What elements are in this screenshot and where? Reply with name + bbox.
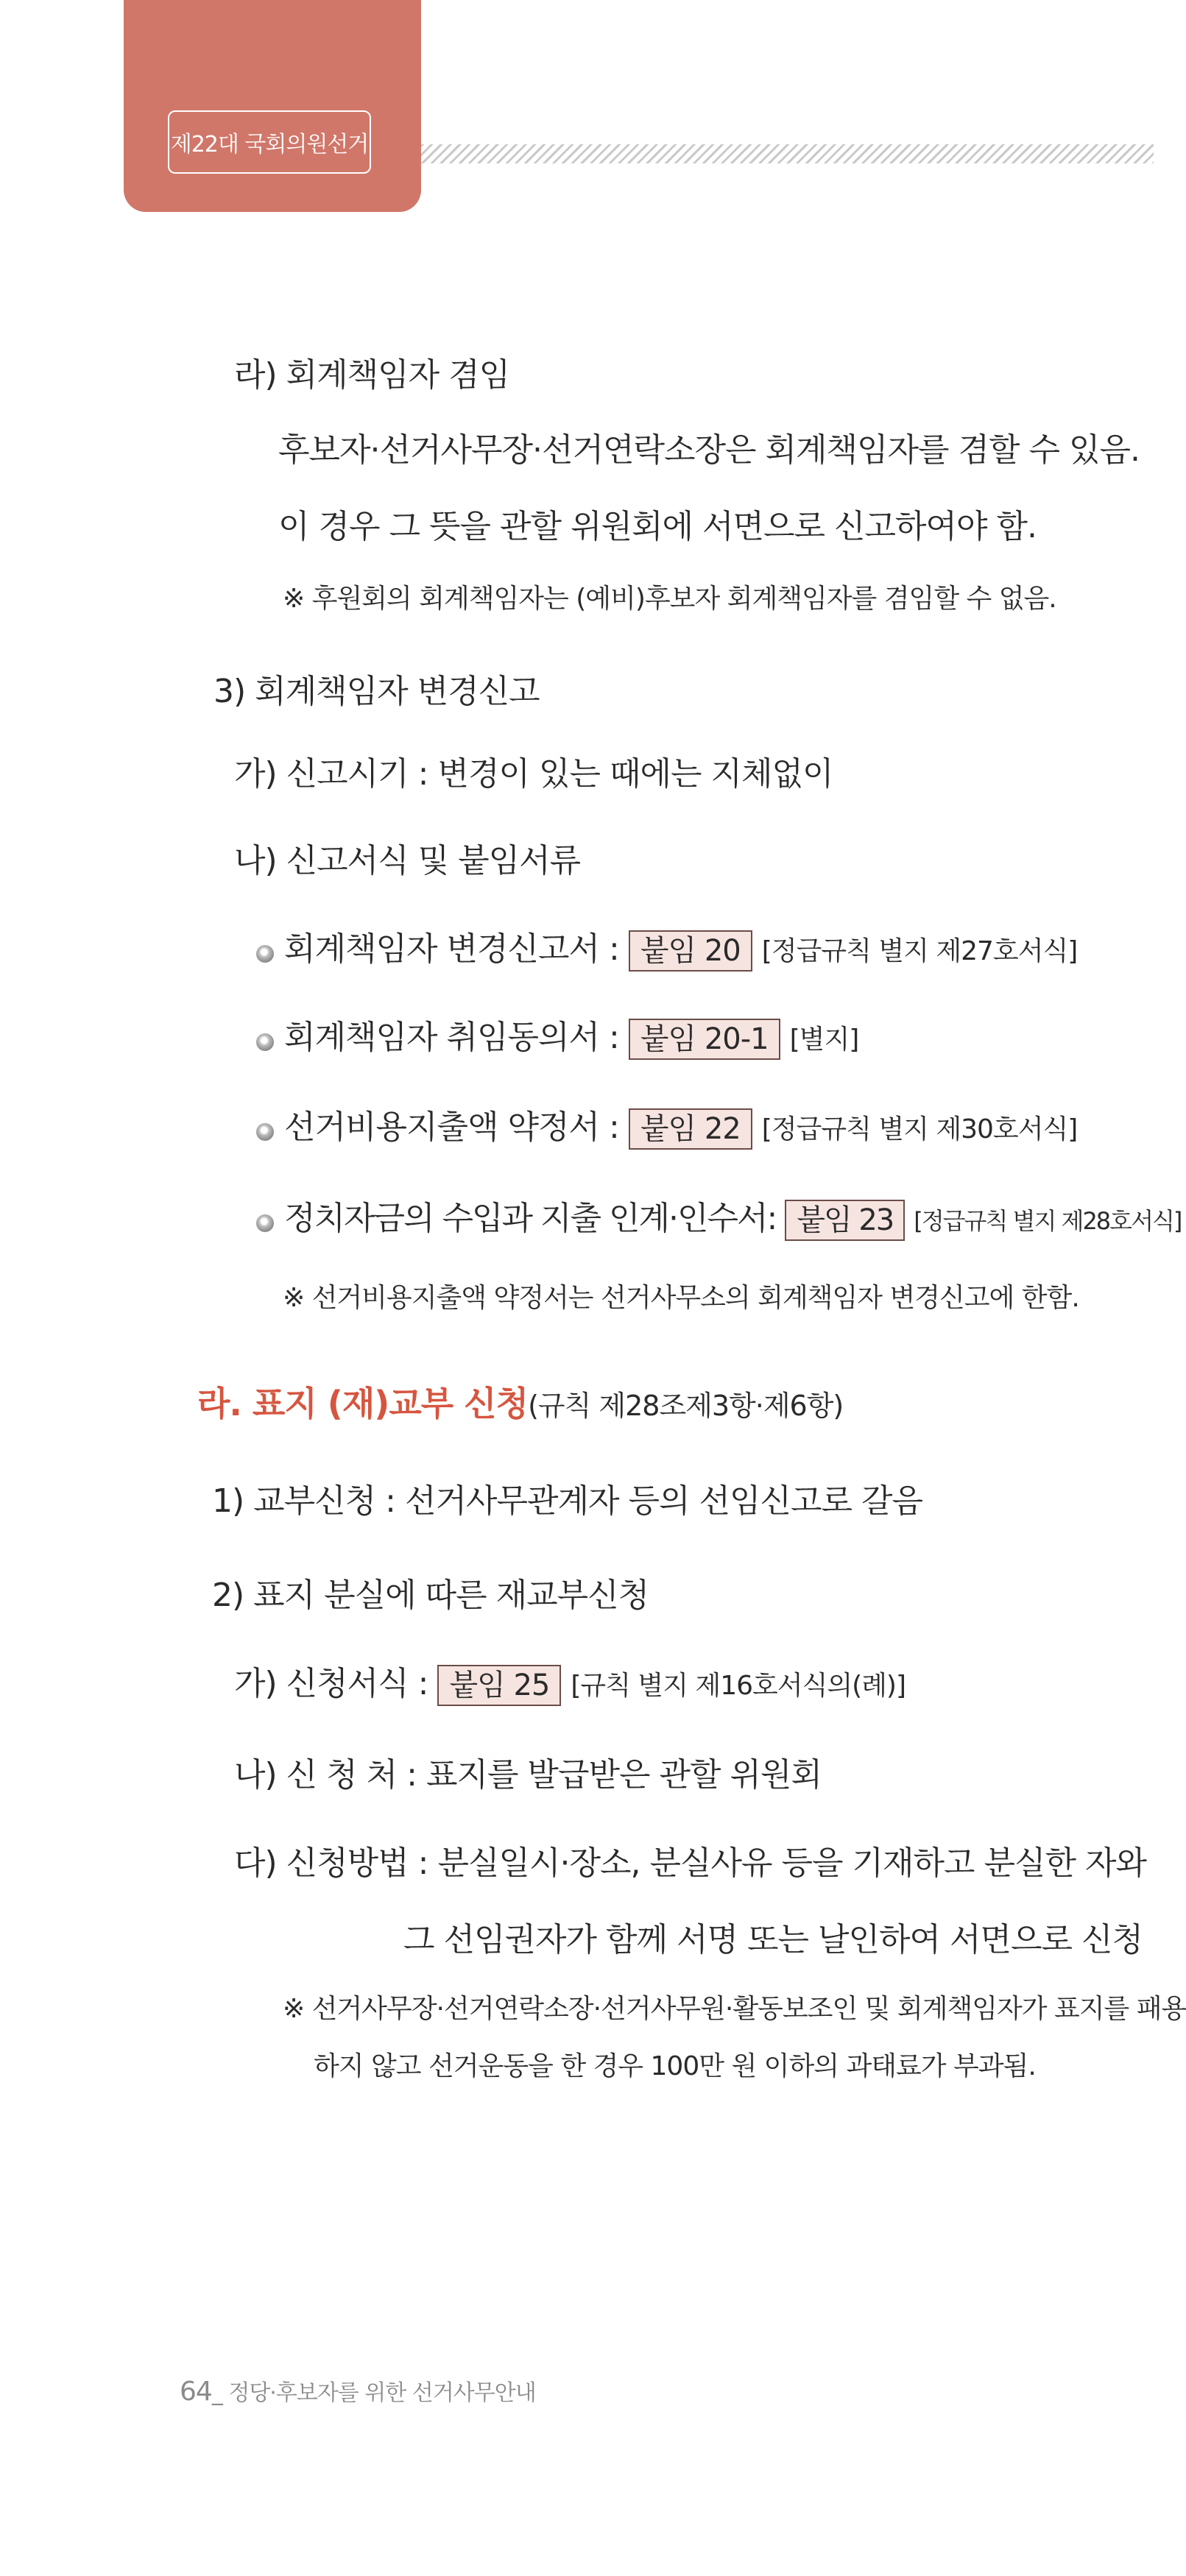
attachment-row bbox=[234, 1665, 906, 1706]
section-title bbox=[197, 1384, 844, 1423]
attachment-badge: 붙임 23 bbox=[785, 1200, 905, 1241]
bullet-icon bbox=[256, 945, 274, 963]
attachment-ref: [정급규칙 별지 제28호서식] bbox=[914, 1207, 1182, 1235]
form-label: 가) 신청서식 : bbox=[234, 1665, 428, 1702]
page-footer bbox=[180, 2374, 536, 2407]
list-item: 2) 표지 분실에 따른 재교부신청 bbox=[212, 1577, 649, 1614]
attachment-label: 정치자금의 수입과 지출 인계·인수서: bbox=[284, 1200, 777, 1237]
bullet-icon bbox=[256, 1214, 274, 1232]
attachment-label: 회계책임자 변경신고서 : bbox=[284, 930, 619, 968]
header-hatch-divider bbox=[421, 144, 1154, 163]
election-title-label: 제22대 국회의원선거 bbox=[168, 110, 371, 174]
note: ※ 선거사무장·선거연락소장·선거사무원·활동보조인 및 회계책임자가 표지를 패용 bbox=[283, 1994, 1186, 2024]
attachment-row bbox=[284, 1019, 858, 1060]
attachment-ref: [정급규칙 별지 제30호서식] bbox=[761, 1114, 1078, 1144]
attachment-row bbox=[284, 930, 1077, 972]
attachment-badge: 붙임 25 bbox=[437, 1665, 561, 1706]
note: ※ 선거비용지출액 약정서는 선거사무소의 회계책임자 변경신고에 한함. bbox=[283, 1283, 1079, 1313]
attachment-ref: [정급규칙 별지 제27호서식] bbox=[761, 936, 1078, 966]
attachment-label: 선거비용지출액 약정서 : bbox=[284, 1108, 619, 1146]
bullet-icon bbox=[256, 1123, 274, 1141]
note-continued: 하지 않고 선거운동을 한 경우 100만 원 이하의 과태료가 부과됨. bbox=[314, 2051, 1036, 2081]
list-item: 1) 교부신청 : 선거사무관계자 등의 선임신고로 갈음 bbox=[212, 1482, 922, 1520]
list-item: 나) 신고서식 및 붙임서류 bbox=[234, 842, 581, 880]
list-item-continued: 그 선임권자가 함께 서명 또는 날인하여 서면으로 신청 bbox=[403, 1921, 1143, 1958]
header-tab bbox=[124, 0, 421, 212]
body-line: 후보자·선거사무장·선거연락소장은 회계책임자를 겸할 수 있음. bbox=[278, 431, 1140, 469]
section-heading: 3) 회계책임자 변경신고 bbox=[213, 673, 540, 710]
attachment-ref: [규칙 별지 제16호서식의(례)] bbox=[571, 1671, 906, 1701]
attachment-row bbox=[284, 1200, 1181, 1241]
list-item: 다) 신청방법 : 분실일시·장소, 분실사유 등을 기재하고 분실한 자와 bbox=[234, 1844, 1146, 1882]
bullet-icon bbox=[256, 1033, 274, 1051]
attachment-ref: [별지] bbox=[789, 1025, 859, 1055]
attachment-badge: 붙임 20 bbox=[629, 930, 752, 972]
list-item: 가) 신고시기 : 변경이 있는 때에는 지체없이 bbox=[234, 755, 833, 793]
subsection-title: 라) 회계책임자 겸임 bbox=[234, 356, 510, 394]
attachment-label: 회계책임자 취임동의서 : bbox=[284, 1019, 619, 1056]
section-title-ref: (규칙 제28조제3항·제6항) bbox=[528, 1390, 844, 1422]
attachment-row bbox=[284, 1108, 1077, 1150]
note: ※ 후원회의 회계책임자는 (예비)후보자 회계책임자를 겸임할 수 없음. bbox=[283, 584, 1056, 614]
list-item: 나) 신 청 처 : 표지를 발급받은 관할 위원회 bbox=[234, 1756, 822, 1794]
attachment-badge: 붙임 22 bbox=[629, 1108, 752, 1150]
attachment-badge: 붙임 20-1 bbox=[629, 1019, 780, 1060]
section-title-main: 라. 표지 (재)교부 신청 bbox=[197, 1384, 529, 1423]
page-number: 64 bbox=[180, 2377, 212, 2407]
footer-title: _ 정당·후보자를 위한 선거사무안내 bbox=[211, 2380, 536, 2406]
body-line: 이 경우 그 뜻을 관할 위원회에 서면으로 신고하여야 함. bbox=[278, 508, 1037, 545]
